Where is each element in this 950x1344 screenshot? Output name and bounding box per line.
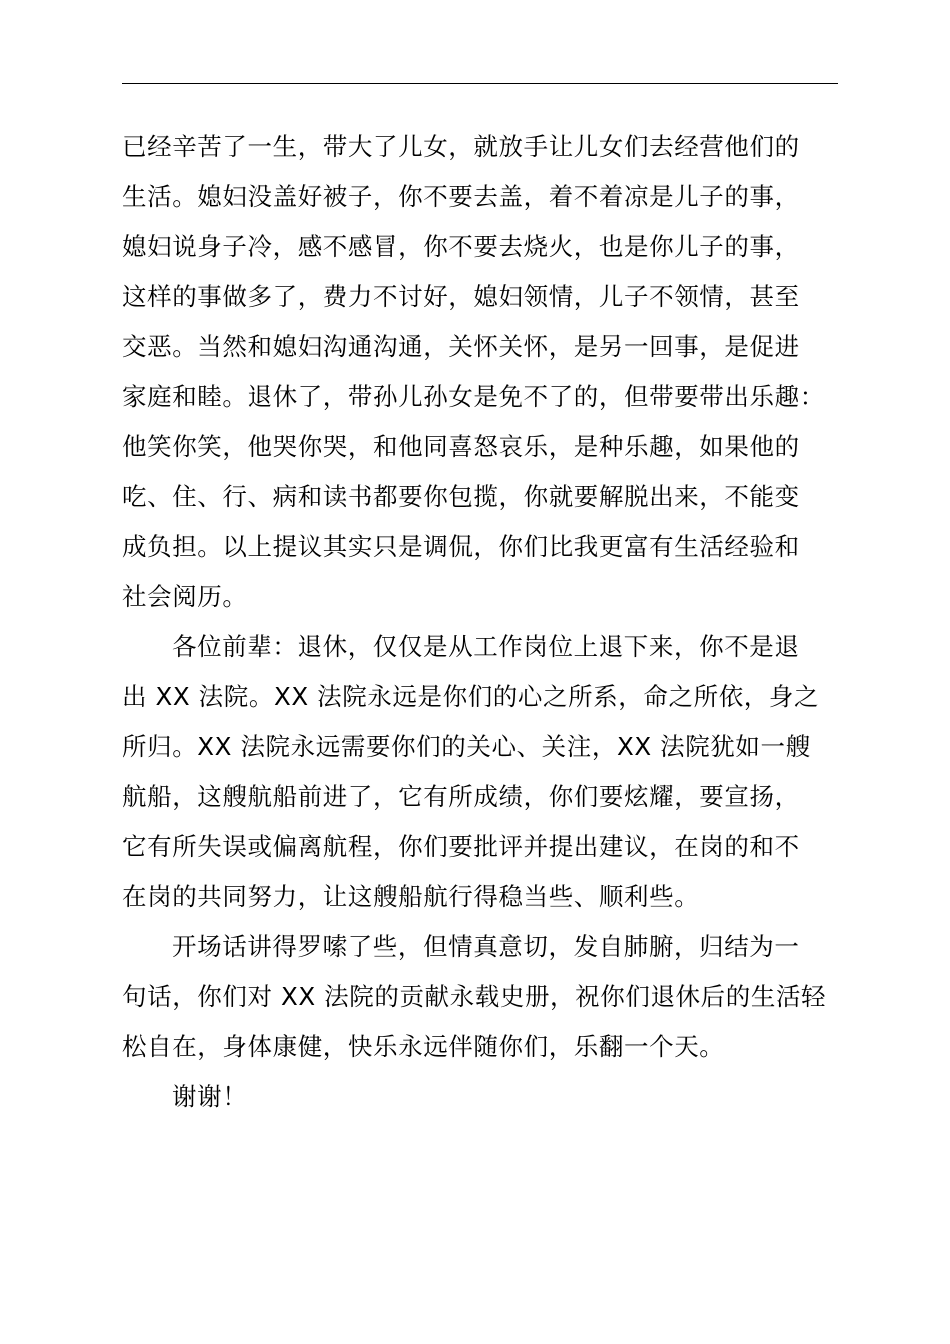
closing-line: 谢谢！ [172, 1082, 248, 1111]
text-line: 开场话讲得罗嗦了些，但情真意切，发自肺腑，归结为一 [172, 932, 800, 961]
text-line: 各位前辈：退休，仅仅是从工作岗位上退下来，你不是退 [172, 632, 800, 661]
text-line: 家庭和睦。退休了，带孙儿孙女是免不了的，但带要带出乐趣： [122, 382, 825, 411]
text-line: 社会阅历。 [122, 582, 248, 611]
text-line: 在岗的共同努力，让这艘船航行得稳当些、顺利些。 [122, 882, 700, 911]
header-rule [122, 83, 838, 84]
text-line: 生活。媳妇没盖好被子，你不要去盖，着不着凉是儿子的事， [122, 182, 800, 211]
text-line: 松自在，身体康健，快乐永远伴随你们，乐翻一个天。 [122, 1032, 725, 1061]
document-body [122, 122, 862, 1122]
text-line: 已经辛苦了一生，带大了儿女，就放手让儿女们去经营他们的 [122, 132, 800, 161]
text-line: 这样的事做多了，费力不讨好，媳妇领情，儿子不领情，甚至 [122, 282, 800, 311]
text-line: 出 XX 法院。XX 法院永远是你们的心之所系，命之所依，身之 [122, 682, 820, 711]
paragraph-1 [122, 122, 862, 622]
text-line: 航船，这艘航船前进了，它有所成绩，你们要炫耀，要宣扬， [122, 782, 800, 811]
paragraph-3 [122, 922, 862, 1072]
text-line: 它有所失误或偏离航程，你们要批评并提出建议，在岗的和不 [122, 832, 800, 861]
text-line: 交恶。当然和媳妇沟通沟通，关怀关怀，是另一回事，是促进 [122, 332, 800, 361]
text-line: 成负担。以上提议其实只是调侃，你们比我更富有生活经验和 [122, 532, 800, 561]
text-line: 吃、住、行、病和读书都要你包揽，你就要解脱出来，不能变 [122, 482, 800, 511]
text-line: 所归。XX 法院永远需要你们的关心、关注，XX 法院犹如一艘 [122, 732, 811, 761]
text-line: 媳妇说身子冷，感不感冒，你不要去烧火，也是你儿子的事， [122, 232, 800, 261]
text-line: 他笑你笑，他哭你哭，和他同喜怒哀乐，是种乐趣，如果他的 [122, 432, 800, 461]
text-line: 句话，你们对 XX 法院的贡献永载史册，祝你们退休后的生活轻 [122, 982, 827, 1011]
paragraph-2 [122, 622, 862, 922]
